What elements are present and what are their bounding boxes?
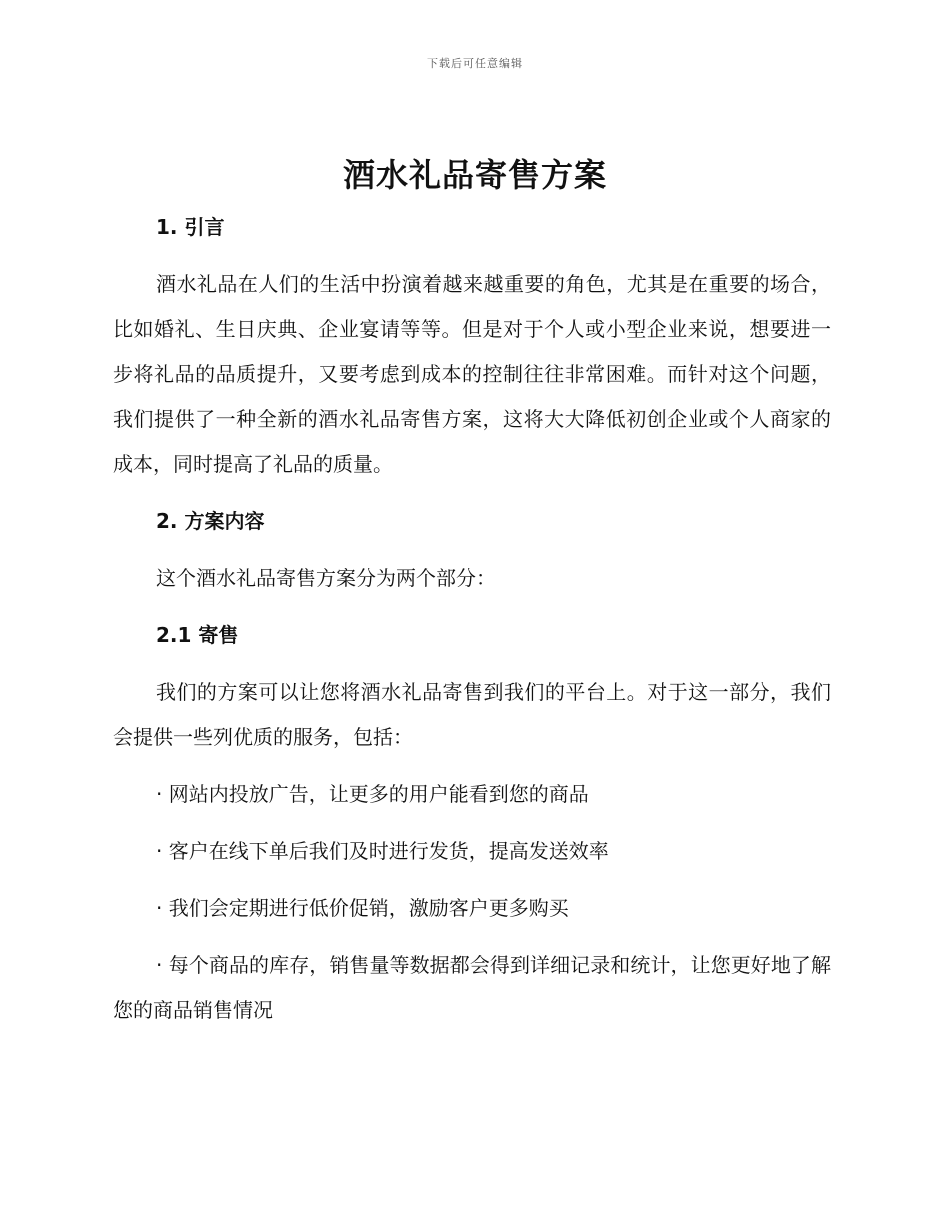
- consignment-paragraph: 我们的方案可以让您将酒水礼品寄售到我们的平台上。对于这一部分，我们会提供一些列优质的服务，包括：: [113, 680, 831, 749]
- list-item: · 每个商品的库存，销售量等数据都会得到详细记录和统计，让您更好地了解您的商品销售情况: [113, 953, 831, 1022]
- list-item: · 网站内投放广告，让更多的用户能看到您的商品: [156, 782, 589, 806]
- list-item: · 客户在线下单后我们及时进行发货，提高发送效率: [156, 839, 609, 863]
- intro-paragraph: 酒水礼品在人们的生活中扮演着越来越重要的角色，尤其是在重要的场合，比如婚礼、生日庆典、企业宴请等等。但是对于个人或小型企业来说，想要进一步将礼品的品质提升，又要考虑到成本的控制往往非常困难。而针对这个问题，我们提供了一种全新的酒水礼品寄售方案，这将大大降低初创企业或个人商家的成本，同时提高了礼品的质量。: [113, 272, 831, 476]
- list-item: · 我们会定期进行低价促销，激励客户更多购买: [156, 896, 569, 920]
- section-heading-plan: 2. 方案内容: [156, 509, 265, 533]
- plan-paragraph: 这个酒水礼品寄售方案分为两个部分：: [156, 566, 496, 590]
- document-title: 酒水礼品寄售方案: [342, 156, 607, 194]
- document-body: [113, 205, 831, 1033]
- header-note: 下载后可任意编辑: [427, 57, 523, 70]
- section-heading-intro: 1. 引言: [156, 215, 225, 239]
- section-heading-consignment: 2.1 寄售: [156, 623, 239, 647]
